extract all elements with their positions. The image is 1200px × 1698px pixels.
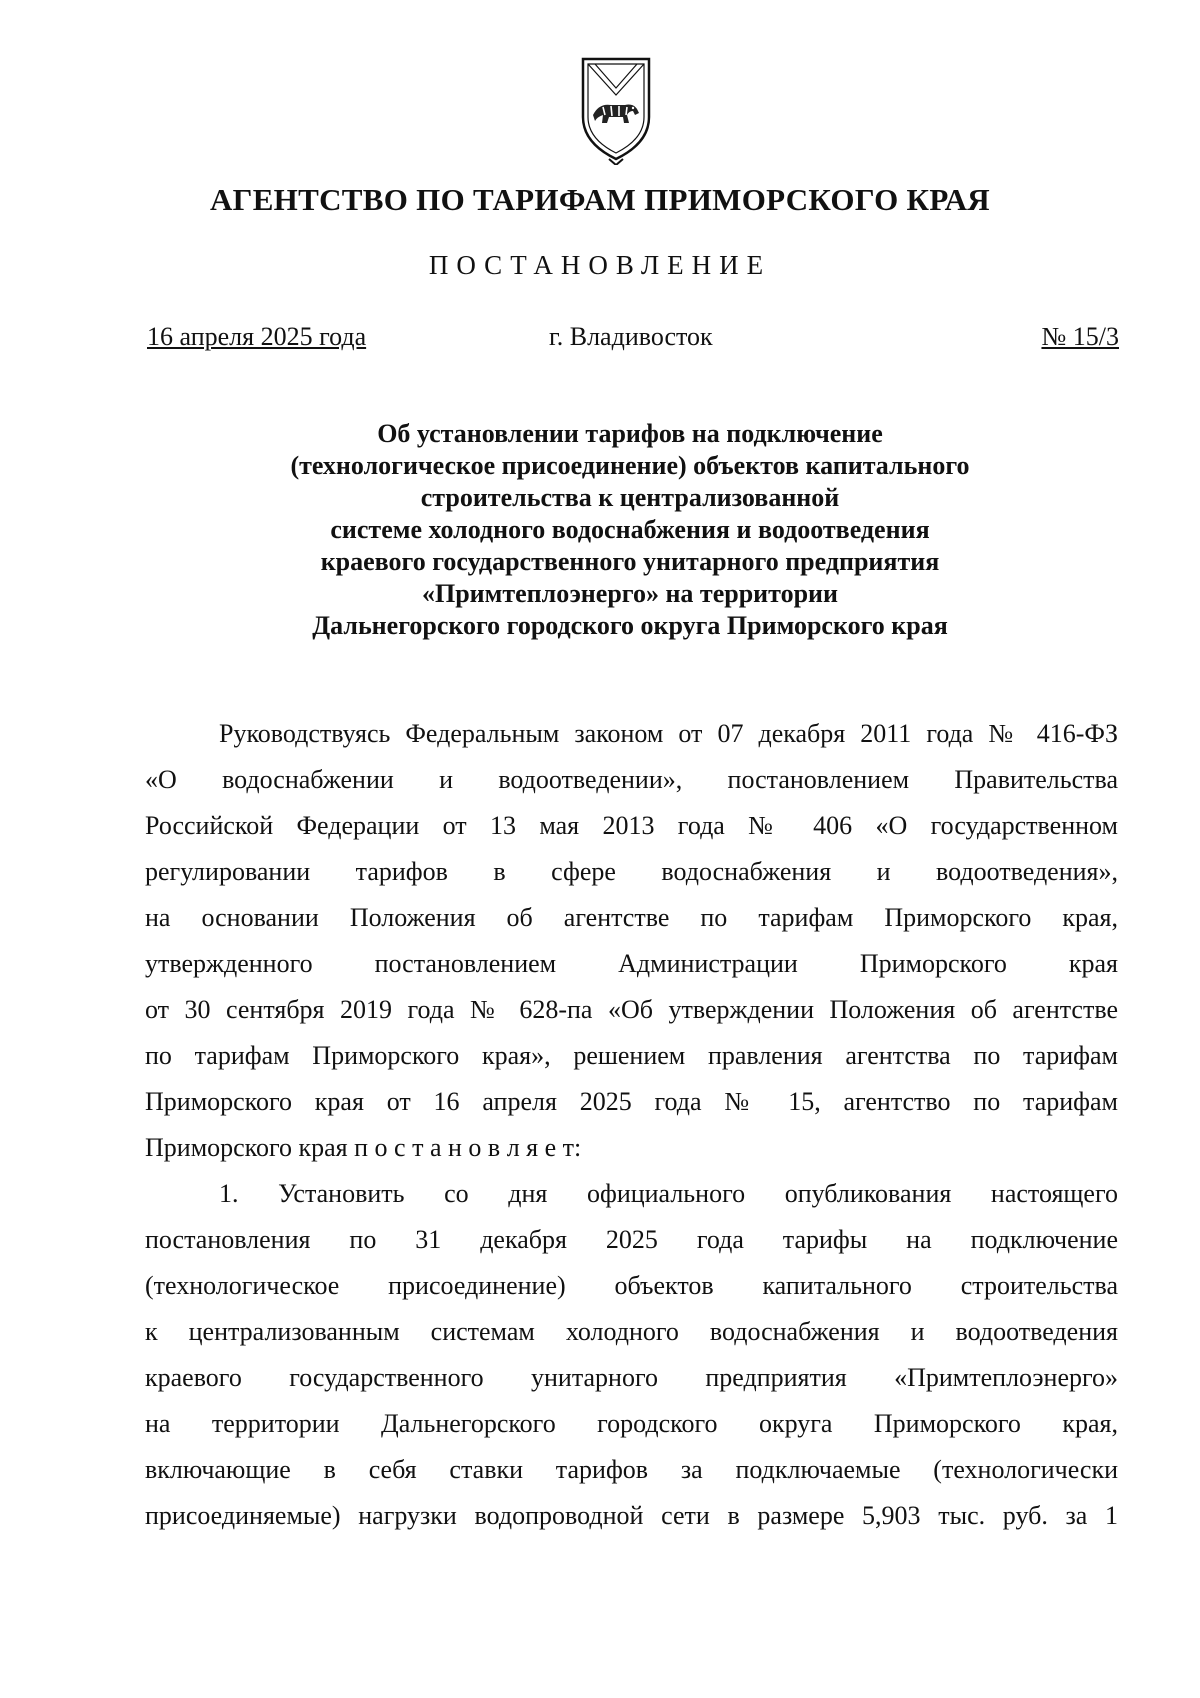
body-line: регулировании тарифов в сфере водоснабжения и водоотведения», <box>145 857 1118 886</box>
body-line: Приморского края от 16 апреля 2025 года № 15, агентство по тарифам <box>145 1087 1118 1116</box>
document-type: ПОСТАНОВЛЕНИЕ <box>428 250 772 280</box>
subject-line: Об установлении тарифов на подключение <box>377 419 883 448</box>
body-line: по тарифам Приморского края», решением правления агентства по тарифам <box>145 1041 1118 1070</box>
body-line: (технологическое присоединение) объектов капитального строительства <box>145 1271 1118 1300</box>
body-line: краевого государственного унитарного предприятия «Примтеплоэнерго» <box>145 1363 1118 1392</box>
body-line: 1. Установить со дня официального опубликования настоящего <box>219 1179 1118 1208</box>
document-date: 16 апреля 2025 года <box>147 322 367 351</box>
body-line: утвержденного постановлением Администрации Приморского края <box>145 949 1118 978</box>
subject-line: системе холодного водоснабжения и водоотведения <box>330 515 930 544</box>
subject-line: «Примтеплоэнерго» на территории <box>422 579 838 608</box>
subject-line: Дальнегорского городского округа Приморского края <box>312 611 948 640</box>
document-subject <box>150 418 1110 642</box>
body-line: «О водоснабжении и водоотведении», постановлением Правительства <box>145 765 1118 794</box>
subject-line: (технологическое присоединение) объектов капитального <box>290 451 970 480</box>
body-line: Руководствуясь Федеральным законом от 07 декабря 2011 года № 416-ФЗ <box>219 719 1118 748</box>
body-line: к централизованным системам холодного водоснабжения и водоотведения <box>145 1317 1118 1346</box>
body-line: Российской Федерации от 13 мая 2013 года № 406 «О государственном <box>145 811 1118 840</box>
subject-line: краевого государственного унитарного предприятия <box>320 547 940 576</box>
body-line: на территории Дальнегорского городского округа Приморского края, <box>145 1409 1118 1438</box>
document-number: № 15/3 <box>1041 322 1119 351</box>
body-line: от 30 сентября 2019 года № 628-па «Об утверждении Положения об агентстве <box>145 995 1118 1024</box>
document-body <box>145 711 1118 1539</box>
body-line: Приморского края п о с т а н о в л я е т: <box>145 1133 582 1162</box>
coat-of-arms-icon <box>579 55 653 165</box>
document-city: г. Владивосток <box>549 322 713 351</box>
agency-name: АГЕНТСТВО ПО ТАРИФАМ ПРИМОРСКОГО КРАЯ <box>210 182 990 217</box>
body-line: постановления по 31 декабря 2025 года тарифы на подключение <box>145 1225 1118 1254</box>
subject-line: строительства к централизованной <box>420 483 840 512</box>
body-line: включающие в себя ставки тарифов за подключаемые (технологически <box>145 1455 1118 1484</box>
body-line: присоединяемые) нагрузки водопроводной сети в размере 5,903 тыс. руб. за 1 <box>145 1501 1118 1530</box>
body-line: на основании Положения об агентстве по тарифам Приморского края, <box>145 903 1118 932</box>
